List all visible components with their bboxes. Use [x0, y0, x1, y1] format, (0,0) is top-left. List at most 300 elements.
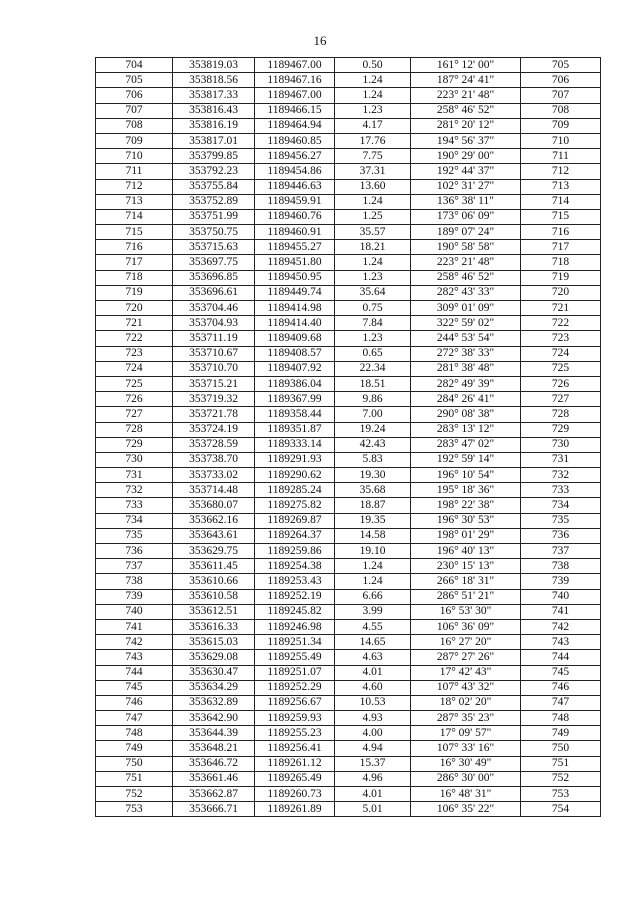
- x-coordinate-cell: 353648.21: [173, 741, 255, 756]
- distance-cell: 6.66: [335, 589, 411, 604]
- next-point-cell: 730: [521, 437, 601, 452]
- table-row: [96, 58, 601, 73]
- x-coordinate-cell: 353615.03: [173, 635, 255, 650]
- point-number-cell: 725: [96, 376, 173, 391]
- x-coordinate-cell: 353738.70: [173, 452, 255, 467]
- table-row: [96, 711, 601, 726]
- distance-cell: 10.53: [335, 695, 411, 710]
- point-number-cell: 709: [96, 133, 173, 148]
- x-coordinate-cell: 353715.63: [173, 240, 255, 255]
- x-coordinate-cell: 353719.32: [173, 392, 255, 407]
- bearing-cell: 223° 21' 48": [411, 255, 521, 270]
- table-row: [96, 589, 601, 604]
- y-coordinate-cell: 1189449.74: [255, 285, 335, 300]
- x-coordinate-cell: 353616.33: [173, 619, 255, 634]
- x-coordinate-cell: 353711.19: [173, 331, 255, 346]
- y-coordinate-cell: 1189269.87: [255, 513, 335, 528]
- table-row: [96, 164, 601, 179]
- bearing-cell: 192° 59' 14": [411, 452, 521, 467]
- point-number-cell: 750: [96, 756, 173, 771]
- next-point-cell: 753: [521, 787, 601, 802]
- y-coordinate-cell: 1189358.44: [255, 407, 335, 422]
- distance-cell: 5.01: [335, 802, 411, 817]
- point-number-cell: 751: [96, 771, 173, 786]
- x-coordinate-cell: 353704.46: [173, 301, 255, 316]
- x-coordinate-cell: 353751.99: [173, 209, 255, 224]
- point-number-cell: 728: [96, 422, 173, 437]
- point-number-cell: 745: [96, 680, 173, 695]
- table-row: [96, 103, 601, 118]
- point-number-cell: 719: [96, 285, 173, 300]
- bearing-cell: 136° 38' 11": [411, 194, 521, 209]
- table-row: [96, 270, 601, 285]
- x-coordinate-cell: 353817.01: [173, 133, 255, 148]
- y-coordinate-cell: 1189261.12: [255, 756, 335, 771]
- x-coordinate-cell: 353644.39: [173, 726, 255, 741]
- table-row: [96, 194, 601, 209]
- y-coordinate-cell: 1189265.49: [255, 771, 335, 786]
- y-coordinate-cell: 1189460.76: [255, 209, 335, 224]
- y-coordinate-cell: 1189285.24: [255, 483, 335, 498]
- distance-cell: 19.35: [335, 513, 411, 528]
- next-point-cell: 710: [521, 133, 601, 148]
- x-coordinate-cell: 353819.03: [173, 58, 255, 73]
- y-coordinate-cell: 1189245.82: [255, 604, 335, 619]
- y-coordinate-cell: 1189254.38: [255, 559, 335, 574]
- table-row: [96, 88, 601, 103]
- distance-cell: 35.57: [335, 225, 411, 240]
- y-coordinate-cell: 1189261.89: [255, 802, 335, 817]
- next-point-cell: 713: [521, 179, 601, 194]
- y-coordinate-cell: 1189256.41: [255, 741, 335, 756]
- point-number-cell: 720: [96, 301, 173, 316]
- point-number-cell: 737: [96, 559, 173, 574]
- point-number-cell: 714: [96, 209, 173, 224]
- next-point-cell: 722: [521, 316, 601, 331]
- next-point-cell: 721: [521, 301, 601, 316]
- x-coordinate-cell: 353629.75: [173, 544, 255, 559]
- point-number-cell: 705: [96, 73, 173, 88]
- distance-cell: 0.65: [335, 346, 411, 361]
- distance-cell: 19.30: [335, 468, 411, 483]
- y-coordinate-cell: 1189467.00: [255, 58, 335, 73]
- x-coordinate-cell: 353646.72: [173, 756, 255, 771]
- y-coordinate-cell: 1189251.34: [255, 635, 335, 650]
- table-row: [96, 513, 601, 528]
- y-coordinate-cell: 1189466.15: [255, 103, 335, 118]
- distance-cell: 7.75: [335, 149, 411, 164]
- distance-cell: 5.83: [335, 452, 411, 467]
- y-coordinate-cell: 1189460.85: [255, 133, 335, 148]
- table-row: [96, 179, 601, 194]
- distance-cell: 1.24: [335, 559, 411, 574]
- table-row: [96, 483, 601, 498]
- y-coordinate-cell: 1189459.91: [255, 194, 335, 209]
- y-coordinate-cell: 1189259.93: [255, 711, 335, 726]
- y-coordinate-cell: 1189255.49: [255, 650, 335, 665]
- x-coordinate-cell: 353714.48: [173, 483, 255, 498]
- bearing-cell: 189° 07' 24": [411, 225, 521, 240]
- bearing-cell: 283° 47' 02": [411, 437, 521, 452]
- next-point-cell: 742: [521, 619, 601, 634]
- distance-cell: 1.23: [335, 270, 411, 285]
- distance-cell: 4.96: [335, 771, 411, 786]
- distance-cell: 15.37: [335, 756, 411, 771]
- bearing-cell: 322° 59' 02": [411, 316, 521, 331]
- next-point-cell: 744: [521, 650, 601, 665]
- bearing-cell: 17° 42' 43": [411, 665, 521, 680]
- bearing-cell: 106° 36' 09": [411, 619, 521, 634]
- distance-cell: 14.58: [335, 528, 411, 543]
- next-point-cell: 727: [521, 392, 601, 407]
- x-coordinate-cell: 353610.58: [173, 589, 255, 604]
- table-row: [96, 133, 601, 148]
- bearing-cell: 106° 35' 22": [411, 802, 521, 817]
- next-point-cell: 718: [521, 255, 601, 270]
- next-point-cell: 716: [521, 225, 601, 240]
- x-coordinate-cell: 353696.61: [173, 285, 255, 300]
- distance-cell: 1.24: [335, 88, 411, 103]
- point-number-cell: 752: [96, 787, 173, 802]
- x-coordinate-cell: 353816.19: [173, 118, 255, 133]
- bearing-cell: 16° 53' 30": [411, 604, 521, 619]
- next-point-cell: 717: [521, 240, 601, 255]
- y-coordinate-cell: 1189255.23: [255, 726, 335, 741]
- next-point-cell: 738: [521, 559, 601, 574]
- distance-cell: 0.50: [335, 58, 411, 73]
- table-row: [96, 331, 601, 346]
- table-row: [96, 635, 601, 650]
- distance-cell: 4.01: [335, 787, 411, 802]
- bearing-cell: 283° 13' 12": [411, 422, 521, 437]
- point-number-cell: 712: [96, 179, 173, 194]
- y-coordinate-cell: 1189256.67: [255, 695, 335, 710]
- point-number-cell: 739: [96, 589, 173, 604]
- next-point-cell: 723: [521, 331, 601, 346]
- bearing-cell: 282° 43' 33": [411, 285, 521, 300]
- x-coordinate-cell: 353642.90: [173, 711, 255, 726]
- x-coordinate-cell: 353661.46: [173, 771, 255, 786]
- point-number-cell: 744: [96, 665, 173, 680]
- x-coordinate-cell: 353724.19: [173, 422, 255, 437]
- x-coordinate-cell: 353752.89: [173, 194, 255, 209]
- x-coordinate-cell: 353611.45: [173, 559, 255, 574]
- table-row: [96, 680, 601, 695]
- distance-cell: 13.60: [335, 179, 411, 194]
- x-coordinate-cell: 353817.33: [173, 88, 255, 103]
- x-coordinate-cell: 353634.29: [173, 680, 255, 695]
- bearing-cell: 230° 15' 13": [411, 559, 521, 574]
- next-point-cell: 750: [521, 741, 601, 756]
- bearing-cell: 161° 12' 00": [411, 58, 521, 73]
- table-row: [96, 149, 601, 164]
- y-coordinate-cell: 1189290.62: [255, 468, 335, 483]
- bearing-cell: 258° 46' 52": [411, 103, 521, 118]
- table-row: [96, 209, 601, 224]
- distance-cell: 18.51: [335, 376, 411, 391]
- y-coordinate-cell: 1189455.27: [255, 240, 335, 255]
- distance-cell: 4.17: [335, 118, 411, 133]
- bearing-cell: 244° 53' 54": [411, 331, 521, 346]
- next-point-cell: 734: [521, 498, 601, 513]
- y-coordinate-cell: 1189408.57: [255, 346, 335, 361]
- distance-cell: 7.00: [335, 407, 411, 422]
- y-coordinate-cell: 1189456.27: [255, 149, 335, 164]
- table-row: [96, 437, 601, 452]
- table-row: [96, 756, 601, 771]
- x-coordinate-cell: 353610.66: [173, 574, 255, 589]
- x-coordinate-cell: 353662.16: [173, 513, 255, 528]
- point-number-cell: 734: [96, 513, 173, 528]
- next-point-cell: 751: [521, 756, 601, 771]
- bearing-cell: 290° 08' 38": [411, 407, 521, 422]
- distance-cell: 42.43: [335, 437, 411, 452]
- distance-cell: 1.25: [335, 209, 411, 224]
- next-point-cell: 725: [521, 361, 601, 376]
- point-number-cell: 729: [96, 437, 173, 452]
- bearing-cell: 281° 20' 12": [411, 118, 521, 133]
- table-row: [96, 498, 601, 513]
- table-row: [96, 695, 601, 710]
- y-coordinate-cell: 1189451.80: [255, 255, 335, 270]
- table-row: [96, 528, 601, 543]
- y-coordinate-cell: 1189252.29: [255, 680, 335, 695]
- table-row: [96, 787, 601, 802]
- bearing-cell: 198° 01' 29": [411, 528, 521, 543]
- point-number-cell: 717: [96, 255, 173, 270]
- point-number-cell: 718: [96, 270, 173, 285]
- x-coordinate-cell: 353733.02: [173, 468, 255, 483]
- x-coordinate-cell: 353792.23: [173, 164, 255, 179]
- x-coordinate-cell: 353629.08: [173, 650, 255, 665]
- distance-cell: 1.23: [335, 331, 411, 346]
- y-coordinate-cell: 1189467.00: [255, 88, 335, 103]
- distance-cell: 18.21: [335, 240, 411, 255]
- distance-cell: 1.23: [335, 103, 411, 118]
- next-point-cell: 707: [521, 88, 601, 103]
- x-coordinate-cell: 353755.84: [173, 179, 255, 194]
- distance-cell: 4.94: [335, 741, 411, 756]
- bearing-cell: 17° 09' 57": [411, 726, 521, 741]
- point-number-cell: 708: [96, 118, 173, 133]
- distance-cell: 4.00: [335, 726, 411, 741]
- table-row: [96, 468, 601, 483]
- distance-cell: 4.01: [335, 665, 411, 680]
- next-point-cell: 736: [521, 528, 601, 543]
- bearing-cell: 284° 26' 41": [411, 392, 521, 407]
- next-point-cell: 746: [521, 680, 601, 695]
- table-row: [96, 574, 601, 589]
- y-coordinate-cell: 1189414.40: [255, 316, 335, 331]
- distance-cell: 35.68: [335, 483, 411, 498]
- distance-cell: 19.24: [335, 422, 411, 437]
- point-number-cell: 735: [96, 528, 173, 543]
- bearing-cell: 281° 38' 48": [411, 361, 521, 376]
- y-coordinate-cell: 1189454.86: [255, 164, 335, 179]
- table-row: [96, 346, 601, 361]
- bearing-cell: 16° 30' 49": [411, 756, 521, 771]
- bearing-cell: 272° 38' 33": [411, 346, 521, 361]
- point-number-cell: 743: [96, 650, 173, 665]
- table-row: [96, 802, 601, 817]
- point-number-cell: 753: [96, 802, 173, 817]
- y-coordinate-cell: 1189264.37: [255, 528, 335, 543]
- table-row: [96, 392, 601, 407]
- point-number-cell: 706: [96, 88, 173, 103]
- bearing-cell: 287° 35' 23": [411, 711, 521, 726]
- next-point-cell: 731: [521, 452, 601, 467]
- point-number-cell: 732: [96, 483, 173, 498]
- point-number-cell: 738: [96, 574, 173, 589]
- table-row: [96, 452, 601, 467]
- bearing-cell: 286° 30' 00": [411, 771, 521, 786]
- bearing-cell: 102° 31' 27": [411, 179, 521, 194]
- next-point-cell: 733: [521, 483, 601, 498]
- next-point-cell: 720: [521, 285, 601, 300]
- x-coordinate-cell: 353728.59: [173, 437, 255, 452]
- table-row: [96, 604, 601, 619]
- x-coordinate-cell: 353666.71: [173, 802, 255, 817]
- y-coordinate-cell: 1189260.73: [255, 787, 335, 802]
- distance-cell: 3.99: [335, 604, 411, 619]
- distance-cell: 19.10: [335, 544, 411, 559]
- next-point-cell: 705: [521, 58, 601, 73]
- bearing-cell: 196° 10' 54": [411, 468, 521, 483]
- y-coordinate-cell: 1189251.07: [255, 665, 335, 680]
- x-coordinate-cell: 353816.43: [173, 103, 255, 118]
- table-row: [96, 619, 601, 634]
- y-coordinate-cell: 1189446.63: [255, 179, 335, 194]
- distance-cell: 9.86: [335, 392, 411, 407]
- table-row: [96, 118, 601, 133]
- point-number-cell: 723: [96, 346, 173, 361]
- distance-cell: 22.34: [335, 361, 411, 376]
- bearing-cell: 190° 29' 00": [411, 149, 521, 164]
- table-row: [96, 301, 601, 316]
- distance-cell: 1.24: [335, 194, 411, 209]
- next-point-cell: 741: [521, 604, 601, 619]
- table-row: [96, 225, 601, 240]
- y-coordinate-cell: 1189259.86: [255, 544, 335, 559]
- y-coordinate-cell: 1189253.43: [255, 574, 335, 589]
- next-point-cell: 748: [521, 711, 601, 726]
- distance-cell: 4.60: [335, 680, 411, 695]
- y-coordinate-cell: 1189367.99: [255, 392, 335, 407]
- x-coordinate-cell: 353662.87: [173, 787, 255, 802]
- y-coordinate-cell: 1189450.95: [255, 270, 335, 285]
- table-body: [96, 58, 601, 817]
- bearing-cell: 198° 22' 38": [411, 498, 521, 513]
- next-point-cell: 714: [521, 194, 601, 209]
- distance-cell: 37.31: [335, 164, 411, 179]
- table-row: [96, 422, 601, 437]
- point-number-cell: 749: [96, 741, 173, 756]
- point-number-cell: 704: [96, 58, 173, 73]
- point-number-cell: 727: [96, 407, 173, 422]
- table-row: [96, 376, 601, 391]
- x-coordinate-cell: 353799.85: [173, 149, 255, 164]
- next-point-cell: 740: [521, 589, 601, 604]
- point-number-cell: 711: [96, 164, 173, 179]
- distance-cell: 0.75: [335, 301, 411, 316]
- y-coordinate-cell: 1189275.82: [255, 498, 335, 513]
- next-point-cell: 737: [521, 544, 601, 559]
- bearing-cell: 18° 02' 20": [411, 695, 521, 710]
- table-row: [96, 771, 601, 786]
- y-coordinate-cell: 1189460.91: [255, 225, 335, 240]
- y-coordinate-cell: 1189386.04: [255, 376, 335, 391]
- x-coordinate-cell: 353818.56: [173, 73, 255, 88]
- point-number-cell: 716: [96, 240, 173, 255]
- x-coordinate-cell: 353632.89: [173, 695, 255, 710]
- next-point-cell: 728: [521, 407, 601, 422]
- table-row: [96, 665, 601, 680]
- point-number-cell: 741: [96, 619, 173, 634]
- x-coordinate-cell: 353630.47: [173, 665, 255, 680]
- distance-cell: 17.76: [335, 133, 411, 148]
- x-coordinate-cell: 353710.70: [173, 361, 255, 376]
- bearing-cell: 173° 06' 09": [411, 209, 521, 224]
- point-number-cell: 710: [96, 149, 173, 164]
- y-coordinate-cell: 1189351.87: [255, 422, 335, 437]
- point-number-cell: 736: [96, 544, 173, 559]
- bearing-cell: 190° 58' 58": [411, 240, 521, 255]
- x-coordinate-cell: 353721.78: [173, 407, 255, 422]
- table-row: [96, 361, 601, 376]
- x-coordinate-cell: 353710.67: [173, 346, 255, 361]
- next-point-cell: 747: [521, 695, 601, 710]
- table-row: [96, 240, 601, 255]
- y-coordinate-cell: 1189333.14: [255, 437, 335, 452]
- point-number-cell: 713: [96, 194, 173, 209]
- distance-cell: 1.24: [335, 574, 411, 589]
- distance-cell: 4.55: [335, 619, 411, 634]
- x-coordinate-cell: 353715.21: [173, 376, 255, 391]
- next-point-cell: 732: [521, 468, 601, 483]
- bearing-cell: 107° 43' 32": [411, 680, 521, 695]
- table-row: [96, 73, 601, 88]
- y-coordinate-cell: 1189291.93: [255, 452, 335, 467]
- bearing-cell: 16° 27' 20": [411, 635, 521, 650]
- point-number-cell: 724: [96, 361, 173, 376]
- point-number-cell: 730: [96, 452, 173, 467]
- y-coordinate-cell: 1189467.16: [255, 73, 335, 88]
- next-point-cell: 724: [521, 346, 601, 361]
- point-number-cell: 722: [96, 331, 173, 346]
- x-coordinate-cell: 353750.75: [173, 225, 255, 240]
- point-number-cell: 747: [96, 711, 173, 726]
- bearing-cell: 196° 30' 53": [411, 513, 521, 528]
- table-row: [96, 650, 601, 665]
- bearing-cell: 287° 27' 26": [411, 650, 521, 665]
- table-row: [96, 559, 601, 574]
- next-point-cell: 726: [521, 376, 601, 391]
- bearing-cell: 107° 33' 16": [411, 741, 521, 756]
- next-point-cell: 715: [521, 209, 601, 224]
- point-number-cell: 707: [96, 103, 173, 118]
- bearing-cell: 196° 40' 13": [411, 544, 521, 559]
- next-point-cell: 735: [521, 513, 601, 528]
- distance-cell: 35.64: [335, 285, 411, 300]
- x-coordinate-cell: 353704.93: [173, 316, 255, 331]
- next-point-cell: 706: [521, 73, 601, 88]
- bearing-cell: 192° 44' 37": [411, 164, 521, 179]
- distance-cell: 4.63: [335, 650, 411, 665]
- distance-cell: 7.84: [335, 316, 411, 331]
- y-coordinate-cell: 1189464.94: [255, 118, 335, 133]
- point-number-cell: 721: [96, 316, 173, 331]
- distance-cell: 18.87: [335, 498, 411, 513]
